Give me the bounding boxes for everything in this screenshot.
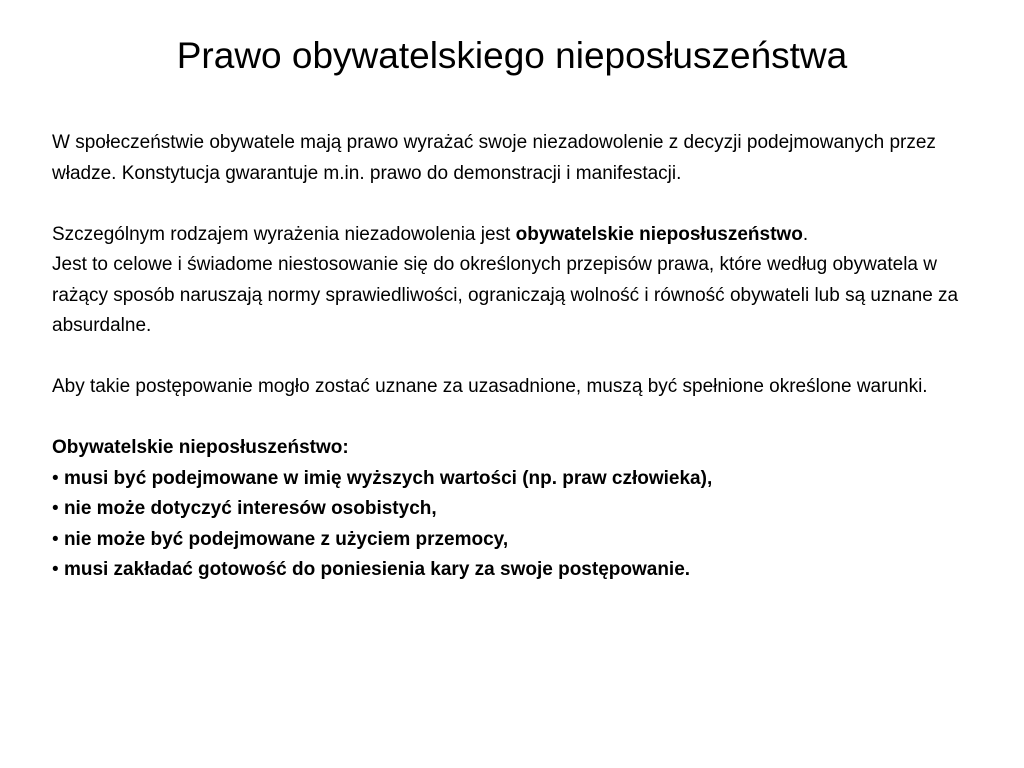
paragraph-spacer xyxy=(52,342,972,373)
definition-term: obywatelskie nieposłuszeństwo xyxy=(515,223,803,245)
conditions-heading: Obywatelskie nieposłuszeństwo: xyxy=(52,437,349,458)
condition-item xyxy=(52,494,972,525)
paragraph-definition xyxy=(52,220,972,342)
paragraph-spacer xyxy=(52,403,972,434)
bullet-icon: • xyxy=(52,559,59,580)
paragraph-spacer xyxy=(52,189,972,220)
condition-item xyxy=(52,525,972,556)
condition-text: nie może być podejmowane z użyciem przemocy, xyxy=(63,528,509,550)
condition-item xyxy=(52,555,972,586)
slide-body xyxy=(52,128,972,586)
definition-lead: Szczególnym rodzajem wyrażenia niezadowolenia jest xyxy=(52,223,516,245)
condition-text: musi zakładać gotowość do poniesienia kary za swoje postępowanie. xyxy=(63,559,691,580)
bullet-icon: • xyxy=(52,498,59,519)
paragraph-rights: W społeczeństwie obywatele mają prawo wyrażać swoje niezadowolenie z decyzji podejmowanych przez władze. Konstytucja gwarantuje m.in. prawo do demonstracji i manifestacji. xyxy=(52,132,936,184)
condition-text: nie może dotyczyć interesów osobistych, xyxy=(63,498,437,519)
definition-text: Jest to celowe i świadome niestosowanie się do określonych przepisów prawa, które według obywatela w rażący sposób naruszają normy sprawiedliwości, ograniczają wolność i równość obywateli lub są uznane za absurdalne. xyxy=(52,254,959,336)
condition-item xyxy=(52,464,972,495)
bullet-icon: • xyxy=(52,528,59,550)
paragraph-conditions-intro: Aby takie postępowanie mogło zostać uznane za uzasadnione, muszą być spełnione określone warunki. xyxy=(52,376,928,397)
conditions-list xyxy=(52,464,972,586)
slide-title: Prawo obywatelskiego nieposłuszeństwa xyxy=(176,35,848,76)
condition-text: musi być podejmowane w imię wyższych wartości (np. praw człowieka), xyxy=(63,467,713,489)
bullet-icon: • xyxy=(52,467,59,489)
definition-term-end: . xyxy=(802,223,809,245)
